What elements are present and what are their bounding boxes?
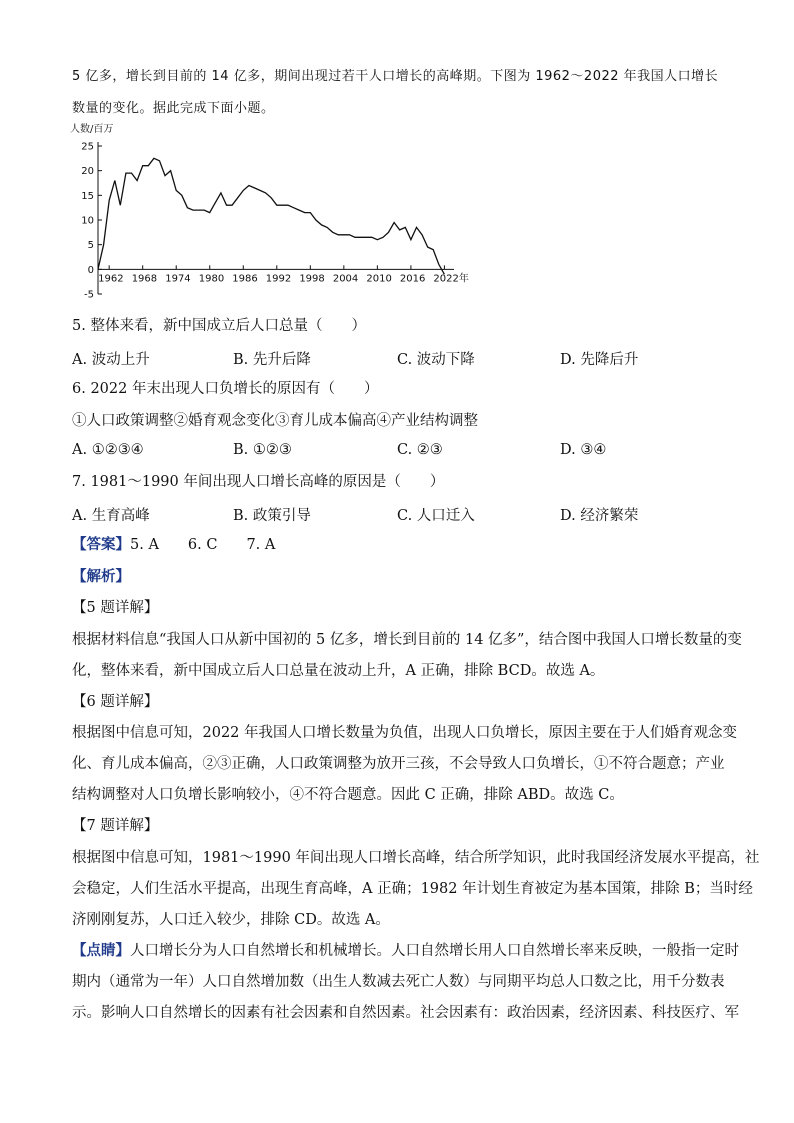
population-growth-chart xyxy=(70,120,490,305)
q6-stem: 6. 2022 年末出现人口负增长的原因有（ ） xyxy=(72,381,379,397)
y-tick-label: 25 xyxy=(81,141,94,153)
q5-option-b: B. 先升后降 xyxy=(233,352,311,368)
y-tick-label: 0 xyxy=(87,264,94,276)
tip-line-1 xyxy=(72,941,739,961)
x-tick-label: 2022年 xyxy=(433,273,469,285)
answer-text: 5. A 6. C 7. A xyxy=(130,537,276,553)
q6-detail-line-1: 根据图中信息可知，2022 年我国人口增长数量为负值，出现人口负增长，原因主要在于人们婚育观念变 xyxy=(72,725,738,741)
q5-option-d: D. 先降后升 xyxy=(560,352,639,368)
intro-line-2: 数量的变化。据此完成下面小题。 xyxy=(72,101,275,116)
x-tick-label: 2016 xyxy=(399,273,426,285)
x-tick-label: 2010 xyxy=(366,273,392,285)
x-tick-label: 1962 xyxy=(98,273,124,285)
q5-detail-line-1: 根据材料信息“我国人口从新中国初的 5 亿多，增长到目前的 14 亿多”，结合图中我国人口增长数量的变 xyxy=(72,632,742,648)
answer-line xyxy=(72,535,275,555)
x-tick-label: 1968 xyxy=(131,273,158,285)
y-tick-label: -5 xyxy=(84,289,94,301)
q5-option-a: A. 波动上升 xyxy=(72,352,150,368)
q7-detail-title: 【7 题详解】 xyxy=(72,818,159,834)
answer-label: 【答案】 xyxy=(72,536,130,553)
tip-line-2: 期内（通常为一年）人口自然增加数（出生人数减去死亡人数）与同期平均总人口数之比，用千分数表 xyxy=(72,974,725,990)
q6-detail-title: 【6 题详解】 xyxy=(72,694,159,710)
tip-text-1: 人口增长分为人口自然增长和机械增长。人口自然增长用人口自然增长率来反映，一般指一定时 xyxy=(130,943,739,959)
series-line xyxy=(98,158,444,274)
x-tick-label: 1974 xyxy=(165,273,191,285)
q7-detail-line-1: 根据图中信息可知，1981～1990 年间出现人口增长高峰，结合所学知识，此时我国经济发展水平提高，社 xyxy=(72,850,760,866)
tip-line-3: 示。影响人口自然增长的因素有社会因素和自然因素。社会因素有：政治因素，经济因素、科技医疗、军 xyxy=(72,1005,739,1021)
x-tick-label: 1998 xyxy=(299,273,325,285)
q6-items: ①人口政策调整②婚育观念变化③育儿成本偏高④产业结构调整 xyxy=(72,413,478,429)
x-tick-label: 1992 xyxy=(265,273,292,285)
q7-option-d: D. 经济繁荣 xyxy=(560,508,639,524)
y-axis-label: 人数/百万 xyxy=(70,124,114,135)
q7-option-c: C. 人口迁入 xyxy=(397,508,475,524)
q7-option-b: B. 政策引导 xyxy=(233,508,311,524)
q6-option-c: C. ②③ xyxy=(397,442,443,458)
q6-option-d: D. ③④ xyxy=(560,442,607,458)
y-tick-label: 20 xyxy=(81,166,94,178)
q5-stem: 5. 整体来看，新中国成立后人口总量（ ） xyxy=(72,318,366,334)
q7-detail-line-3: 济刚刚复苏，人口迁入较少，排除 CD。故选 A。 xyxy=(72,912,390,928)
x-tick-label: 1980 xyxy=(198,273,225,285)
analysis-label: 【解析】 xyxy=(72,568,130,585)
q7-detail-line-2: 会稳定，人们生活水平提高，出现生育高峰，A 正确；1982 年计划生育被定为基本国策，排除 B；当时经 xyxy=(72,881,753,897)
q6-detail-line-2: 化、育儿成本偏高，②③正确，人口政策调整为放开三孩，不会导致人口负增长，①不符合题意；产业 xyxy=(72,756,725,772)
q6-option-a: A. ①②③④ xyxy=(72,442,144,458)
x-tick-label: 2004 xyxy=(332,273,359,285)
q5-detail-title: 【5 题详解】 xyxy=(72,600,159,616)
q5-option-c: C. 波动下降 xyxy=(397,352,475,368)
y-tick-label: 15 xyxy=(81,190,94,202)
q6-option-b: B. ①②③ xyxy=(233,442,292,458)
q5-detail-line-2: 化，整体来看，新中国成立后人口总量在波动上升，A 正确，排除 BCD。故选 A。 xyxy=(72,663,605,679)
y-tick-label: 5 xyxy=(87,240,94,252)
q7-stem: 7. 1981～1990 年间出现人口增长高峰的原因是（ ） xyxy=(72,474,445,490)
q7-option-a: A. 生育高峰 xyxy=(72,508,150,524)
tip-label: 【点睛】 xyxy=(72,942,130,959)
x-tick-label: 1986 xyxy=(232,273,258,285)
intro-line-1: 5 亿多，增长到目前的 14 亿多，期间出现过若干人口增长的高峰期。下图为 1962～2022 年我国人口增长 xyxy=(72,69,719,84)
q6-detail-line-3: 结构调整对人口负增长影响较小，④不符合题意。因此 C 正确，排除 ABD。故选 C。 xyxy=(72,787,624,803)
y-tick-label: 10 xyxy=(81,215,94,227)
